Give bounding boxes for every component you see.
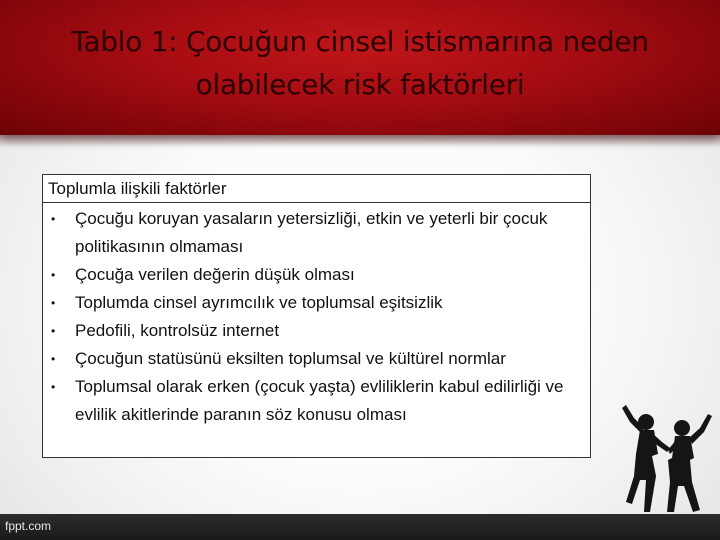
- list-item: [43, 289, 590, 317]
- footer-brand: fppt.com: [5, 519, 52, 533]
- risk-factor-list: [43, 203, 590, 429]
- list-item: [43, 205, 590, 261]
- list-item-text: Çocuğun statüsünü eksilten toplumsal ve kültürel normlar: [75, 349, 506, 368]
- table-header: Toplumla ilişkili faktörler: [43, 175, 590, 203]
- list-item: [43, 373, 590, 429]
- dancing-children-silhouette-icon: [600, 392, 720, 518]
- list-item: [43, 261, 590, 289]
- list-item: [43, 317, 590, 345]
- title-banner: [0, 0, 720, 135]
- list-item-text: Toplumsal olarak erken (çocuk yaşta) evliliklerin kabul edilirliği ve evlilik akitlerinde paranın söz konusu olması: [75, 377, 564, 424]
- list-item-text: Çocuğa verilen değerin düşük olması: [75, 265, 355, 284]
- risk-factor-table: [42, 174, 591, 458]
- footer-bar: [0, 514, 720, 540]
- list-item: [43, 345, 590, 373]
- bullet-icon: •: [51, 380, 56, 394]
- slide-title: [40, 20, 680, 106]
- bullet-icon: •: [51, 212, 56, 226]
- list-item-text: Pedofili, kontrolsüz internet: [75, 321, 280, 340]
- bullet-icon: •: [51, 296, 56, 310]
- bullet-icon: •: [51, 352, 56, 366]
- bullet-icon: •: [51, 324, 56, 338]
- bullet-icon: •: [51, 268, 56, 282]
- title-line-1: Tablo 1: Çocuğun cinsel istismarına neden: [71, 25, 649, 58]
- list-item-text: Çocuğu koruyan yasaların yetersizliği, etkin ve yeterli bir çocuk politikasının olmaması: [75, 209, 548, 256]
- list-item-text: Toplumda cinsel ayrımcılık ve toplumsal eşitsizlik: [75, 293, 443, 312]
- title-line-2: olabilecek risk faktörleri: [195, 68, 525, 101]
